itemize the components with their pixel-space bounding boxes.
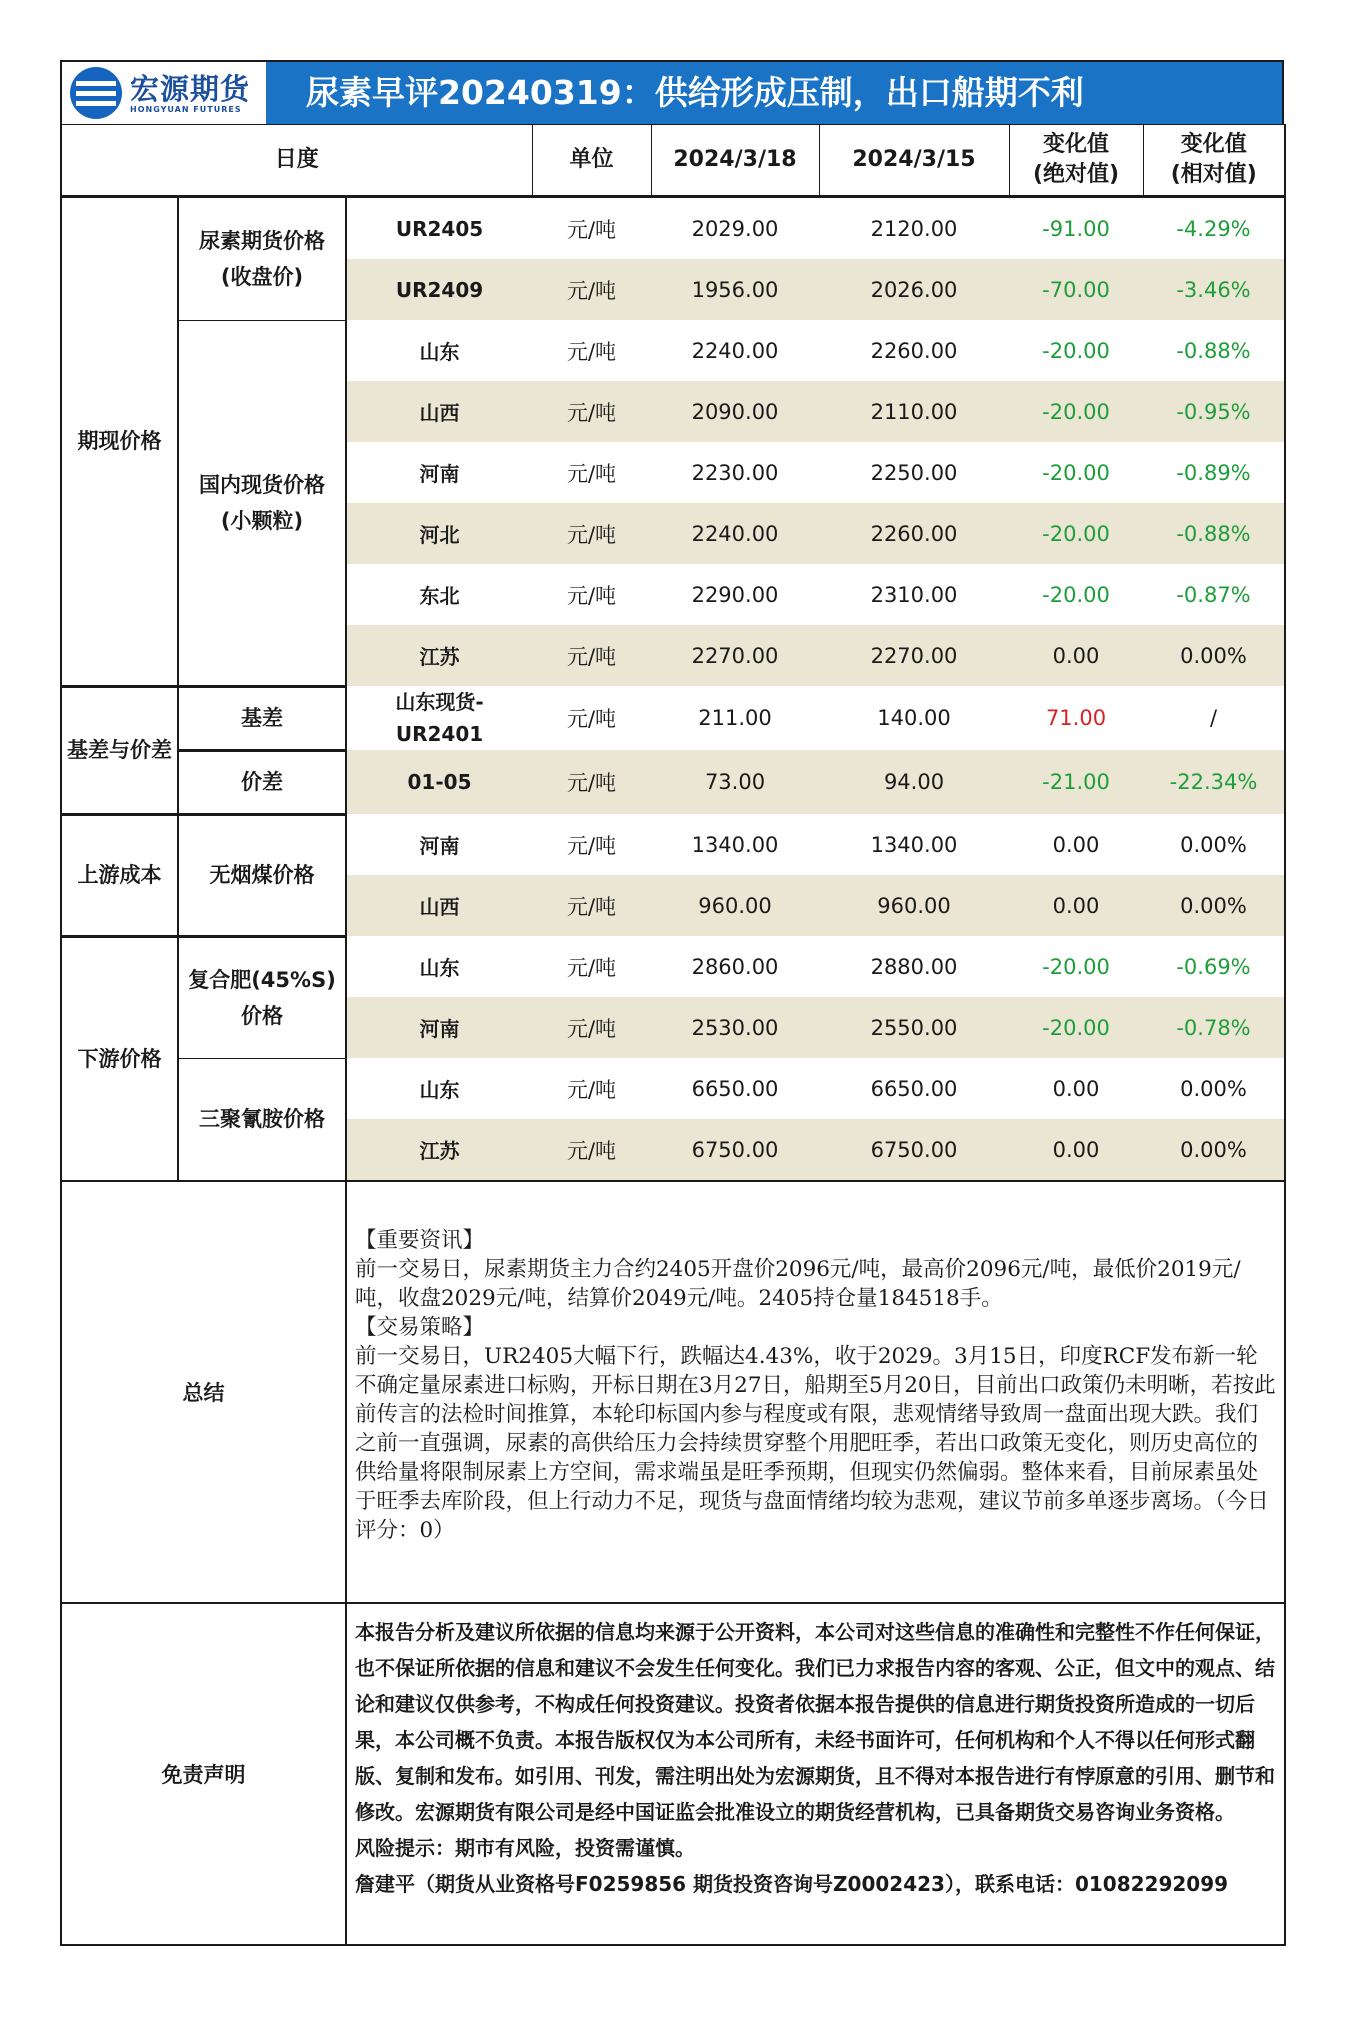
row-abs-change: -20.00 (1042, 582, 1110, 607)
row-rel-change: 0.00% (1143, 875, 1285, 936)
row-value-1: 73.00 (651, 750, 819, 814)
row-rel-change: -0.88% (1143, 320, 1285, 381)
row-item: 山东 (419, 1078, 460, 1102)
summary-row (61, 1181, 1285, 1603)
table-row (61, 686, 1285, 750)
risk-warning: 风险提示：期市有风险，投资需谨慎。 (355, 1836, 695, 1860)
row-unit: 元/吨 (566, 1077, 617, 1102)
row-rel-change: 0.00% (1143, 1119, 1285, 1181)
row-item: 山西 (346, 381, 532, 442)
header-period: 日度 (61, 125, 532, 197)
row-unit: 元/吨 (532, 875, 651, 936)
report-sheet (60, 60, 1284, 1946)
row-rel-change: -0.95% (1143, 381, 1285, 442)
row-value-1: 1956.00 (651, 259, 819, 320)
row-rel-change: -0.78% (1143, 997, 1285, 1058)
table-row (61, 936, 1285, 997)
row-value-1: 2029.00 (691, 216, 779, 241)
row-abs-change: -21.00 (1009, 750, 1143, 814)
row-item: 江苏 (346, 625, 532, 686)
row-value-2: 2110.00 (819, 381, 1009, 442)
row-rel-change: -4.29% (1143, 197, 1285, 260)
row-value-2: 2880.00 (870, 954, 958, 979)
row-value-1: 2290.00 (691, 582, 779, 607)
row-value-2: 960.00 (819, 875, 1009, 936)
logo-english-name: HONGYUAN FUTURES (130, 104, 242, 114)
row-value-2: 6750.00 (819, 1119, 1009, 1181)
report-header (60, 60, 1284, 124)
group-downstream: 下游价格 (61, 936, 178, 1181)
row-abs-change: -20.00 (1042, 338, 1110, 363)
summary-heading-strategy: 【交易策略】 (355, 1315, 485, 1340)
row-value-1: 960.00 (651, 875, 819, 936)
price-table (60, 124, 1286, 1946)
logo-globe-icon (70, 67, 122, 119)
group-upstream: 上游成本 (61, 814, 178, 936)
row-unit: 元/吨 (566, 217, 617, 242)
disclaimer-text: 本报告分析及建议所依据的信息均来源于公开资料，本公司对这些信息的准确性和完整性不作任何保证，也不保证所依据的信息和建议不会发生任何变化。我们已力求报告内容的客观、公正，但文中的观点、结论和建议仅供参考，不构成任何投资建议。投资者依据本报告提供的信息进行期货投资所造成的一切后果，本公司概不负责。本报告版权仅为本公司所有，未经书面许可，任何机构和个人不得以任何形式翻版、复制和发布。如引用、刊发，需注明出处为宏源期货，且不得对本报告进行有悖原意的引用、删节和修改。宏源期货有限公司是经中国证监会批准设立的期货经营机构，已具备期货交易咨询业务资格。 (355, 1620, 1275, 1824)
report-title: 尿素早评20240319：供给形成压制，出口船期不利 (266, 62, 1282, 124)
row-value-1: 6750.00 (651, 1119, 819, 1181)
row-unit: 元/吨 (532, 750, 651, 814)
row-value-2: 1340.00 (870, 832, 958, 857)
row-value-1: 2860.00 (691, 954, 779, 979)
row-value-1: 2270.00 (651, 625, 819, 686)
row-rel-change: 0.00% (1143, 625, 1285, 686)
row-rel-change: 0.00% (1143, 814, 1285, 875)
group-anthracite: 无烟煤价格 (178, 814, 346, 936)
row-rel-change: -0.87% (1143, 564, 1285, 625)
row-unit: 元/吨 (532, 997, 651, 1058)
row-rel-change: 0.00% (1143, 1058, 1285, 1119)
header-rel-change: 变化值 (相对值) (1143, 125, 1285, 197)
row-abs-change: 71.00 (1045, 706, 1107, 730)
row-unit: 元/吨 (566, 833, 617, 858)
row-unit: 元/吨 (566, 339, 617, 364)
row-value-2: 2270.00 (819, 625, 1009, 686)
row-unit: 元/吨 (532, 381, 651, 442)
row-abs-change: -91.00 (1042, 216, 1110, 241)
group-compound-fertilizer: 复合肥(45%S) 价格 (178, 936, 346, 1058)
header-unit: 单位 (532, 125, 651, 197)
row-item: UR2409 (346, 259, 532, 320)
row-unit: 元/吨 (532, 625, 651, 686)
row-abs-change: -70.00 (1009, 259, 1143, 320)
row-value-1: 211.00 (698, 706, 772, 730)
table-row (61, 320, 1285, 381)
row-value-2: 2260.00 (870, 338, 958, 363)
header-date1: 2024/3/18 (651, 125, 819, 197)
row-abs-change: 0.00 (1009, 875, 1143, 936)
row-value-1: 1340.00 (691, 832, 779, 857)
row-unit: 元/吨 (532, 1119, 651, 1181)
row-item: 江苏 (346, 1119, 532, 1181)
row-rel-change: -3.46% (1143, 259, 1285, 320)
table-row (61, 197, 1285, 260)
row-value-2: 2250.00 (870, 460, 958, 485)
row-rel-change: -0.88% (1143, 503, 1285, 564)
row-rel-change: -22.34% (1143, 750, 1285, 814)
row-value-2: 94.00 (819, 750, 1009, 814)
row-unit: 元/吨 (566, 707, 617, 731)
row-value-2: 2310.00 (870, 582, 958, 607)
table-row (61, 1058, 1285, 1119)
group-basis: 基差 (178, 686, 346, 750)
row-value-2: 2120.00 (870, 216, 958, 241)
row-rel-change: -0.89% (1143, 442, 1285, 503)
row-abs-change: -20.00 (1009, 997, 1143, 1058)
row-unit: 元/吨 (566, 461, 617, 486)
row-value-2: 2260.00 (819, 503, 1009, 564)
row-item: 河南 (419, 462, 460, 486)
row-unit: 元/吨 (566, 583, 617, 608)
row-value-1: 2090.00 (651, 381, 819, 442)
row-item: 山西 (346, 875, 532, 936)
company-logo (62, 62, 266, 124)
row-item: UR2405 (395, 216, 484, 241)
row-item: 山东 (419, 340, 460, 364)
disclaimer-label: 免责声明 (61, 1603, 346, 1945)
summary-body (346, 1181, 1285, 1603)
row-abs-change: 0.00 (1009, 625, 1143, 686)
row-value-1: 2230.00 (691, 460, 779, 485)
row-rel-change: -0.69% (1143, 936, 1285, 997)
header-date2: 2024/3/15 (819, 125, 1009, 197)
table-row (61, 814, 1285, 875)
row-unit: 元/吨 (566, 955, 617, 980)
summary-news-text: 前一交易日，尿素期货主力合约2405开盘价2096元/吨，最高价2096元/吨，最低价2019元/吨，收盘2029元/吨，结算价2049元/吨。2405持仓量184518手。 (355, 1257, 1241, 1311)
row-item: 山东现货- UR2401 (395, 690, 484, 746)
disclaimer-body (346, 1603, 1285, 1945)
group-domestic-spot: 国内现货价格 (小颗粒) (178, 320, 346, 686)
row-abs-change: -20.00 (1009, 503, 1143, 564)
row-value-1: 2530.00 (651, 997, 819, 1058)
row-value-2: 6650.00 (870, 1076, 958, 1101)
row-item: 河北 (346, 503, 532, 564)
row-abs-change: -20.00 (1042, 460, 1110, 485)
row-item: 河南 (346, 997, 532, 1058)
row-abs-change: 0.00 (1009, 1119, 1143, 1181)
group-spread: 价差 (178, 750, 346, 814)
summary-strategy-text: 前一交易日，UR2405大幅下行，跌幅达4.43%，收于2029。3月15日，印度RCF发布新一轮不确定量尿素进口标购，开标日期在3月27日，船期至5月20日，目前出口政策仍未明晰，若按此前传言的法检时间推算，本轮印标国内参与程度或有限，悲观情绪导致周一盘面出现大跌。我们之前一直强调，尿素的高供给压力会持续贯穿整个用肥旺季，若出口政策无变化，则历史高位的供给量将限制尿素上方空间，需求端虽是旺季预期，但现实仍然偏弱。整体来看，目前尿素虽处于旺季去库阶段，但上行动力不足，现货与盘面情绪均较为悲观，建议节前多单逐步离场。（今日评分：0） (355, 1344, 1276, 1543)
header-abs-change: 变化值 (绝对值) (1009, 125, 1143, 197)
row-abs-change: 0.00 (1052, 832, 1100, 857)
analyst-contact: 詹建平（期货从业资格号F0259856 期货投资咨询号Z0002423），联系电话：01082292099 (355, 1872, 1229, 1896)
group-basis-spread: 基差与价差 (61, 686, 178, 814)
row-value-1: 6650.00 (691, 1076, 779, 1101)
summary-heading-news: 【重要资讯】 (355, 1228, 485, 1253)
column-header-row (61, 125, 1285, 197)
row-value-2: 140.00 (877, 706, 951, 730)
row-item: 山东 (419, 956, 460, 980)
row-value-2: 2026.00 (819, 259, 1009, 320)
logo-chinese-name: 宏源期货 (130, 71, 251, 106)
table-row (61, 750, 1285, 814)
row-item: 河南 (419, 834, 460, 858)
group-melamine: 三聚氰胺价格 (178, 1058, 346, 1181)
row-value-2: 2550.00 (819, 997, 1009, 1058)
row-value-1: 2240.00 (651, 503, 819, 564)
group-futures-price: 尿素期货价格 (收盘价) (178, 197, 346, 321)
group-futures-spot: 期现价格 (61, 197, 178, 687)
row-abs-change: -20.00 (1042, 954, 1110, 979)
row-item: 01-05 (346, 750, 532, 814)
row-unit: 元/吨 (532, 259, 651, 320)
row-abs-change: 0.00 (1052, 1076, 1100, 1101)
row-unit: 元/吨 (532, 503, 651, 564)
disclaimer-row (61, 1603, 1285, 1945)
row-item: 东北 (419, 584, 460, 608)
row-value-1: 2240.00 (691, 338, 779, 363)
row-rel-change: / (1143, 686, 1285, 750)
row-abs-change: -20.00 (1009, 381, 1143, 442)
summary-label: 总结 (61, 1181, 346, 1603)
